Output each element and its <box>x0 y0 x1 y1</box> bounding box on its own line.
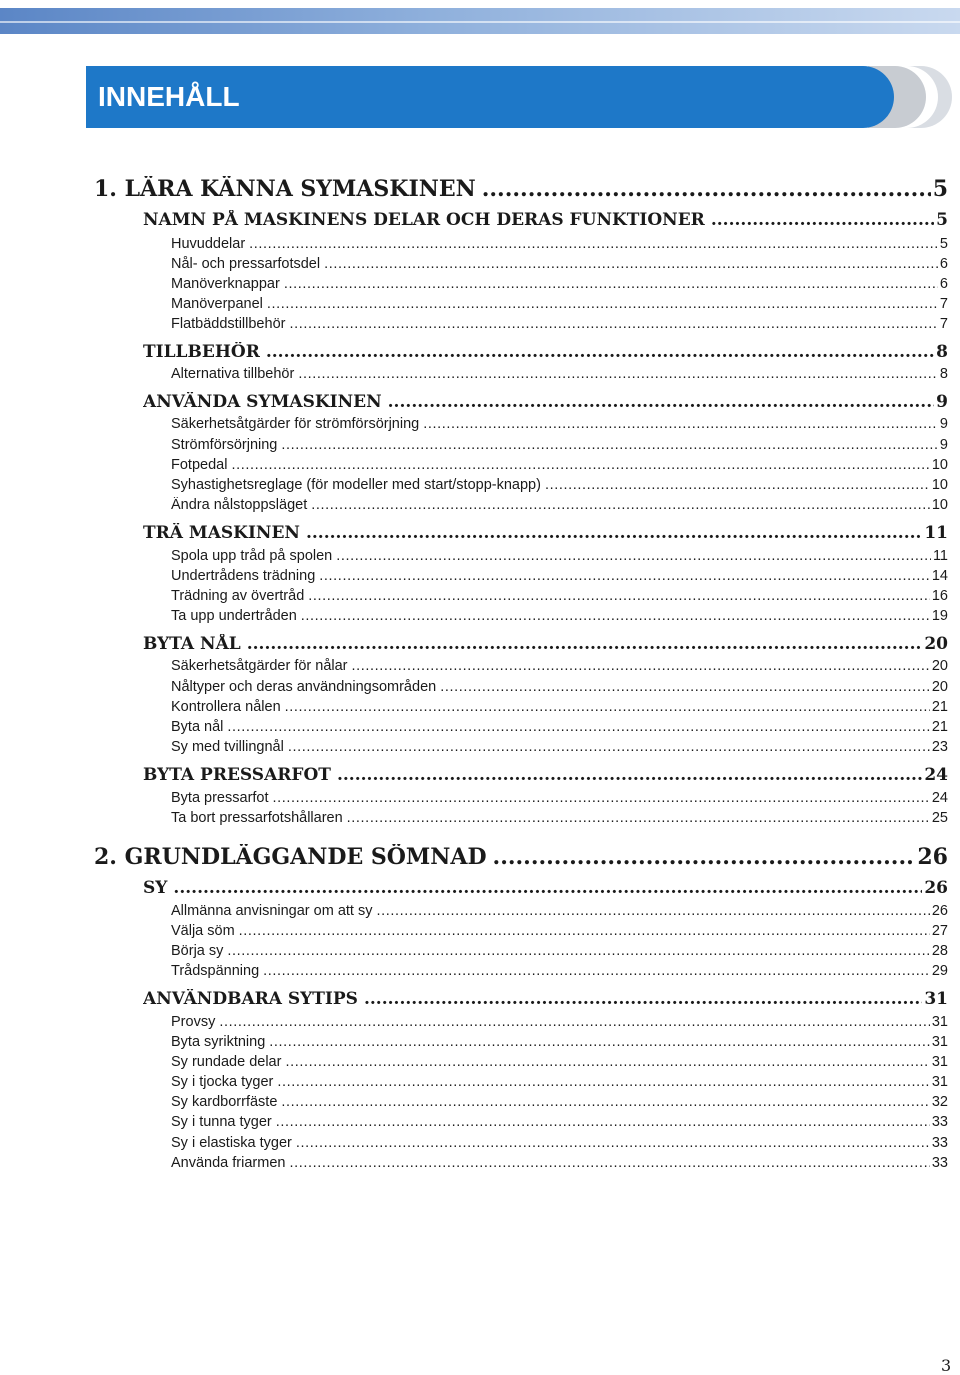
toc-title: Säkerhetsåtgärder för nålar <box>171 658 348 674</box>
toc-page-number: 33 <box>931 1155 948 1171</box>
toc-page-number: 21 <box>931 699 948 715</box>
toc-leader-dots <box>263 963 930 979</box>
toc-item[interactable] <box>171 1054 948 1074</box>
toc-page-number: 26 <box>924 878 948 898</box>
toc-item[interactable] <box>171 810 948 830</box>
toc-item[interactable] <box>171 437 948 457</box>
toc-page-number: 9 <box>939 416 948 432</box>
toc-title: Flatbäddstillbehör <box>171 316 286 332</box>
toc-title: Säkerhetsåtgärder för strömförsörjning <box>171 416 420 432</box>
toc-title: 2. GRUNDLÄGGANDE SÖMNAD <box>94 844 487 870</box>
toc-page-number: 21 <box>931 719 948 735</box>
toc-leader-dots <box>289 1155 929 1171</box>
toc-page-number: 5 <box>939 236 948 252</box>
toc-leader-dots <box>319 568 930 584</box>
toc-title: Provsy <box>171 1014 216 1030</box>
toc-leader-dots <box>336 548 931 564</box>
toc-page-number: 8 <box>936 342 948 362</box>
toc-section[interactable] <box>143 342 948 366</box>
toc-title: Trådspänning <box>171 963 260 979</box>
toc-title: ANVÄNDA SYMASKINEN <box>143 392 382 412</box>
toc-section[interactable] <box>143 634 948 658</box>
toc-leader-dots <box>284 276 938 292</box>
toc-section[interactable] <box>143 989 948 1013</box>
toc-leader-dots <box>239 923 930 939</box>
toc-leader-dots <box>298 366 938 382</box>
toc-title: Huvuddelar <box>171 236 246 252</box>
toc-page-number: 25 <box>931 810 948 826</box>
toc-item[interactable] <box>171 316 948 336</box>
toc-title: Syhastighetsreglage (för modeller med start/stopp-knapp) <box>171 477 541 493</box>
toc-item[interactable] <box>171 497 948 517</box>
toc-item[interactable] <box>171 296 948 316</box>
toc-title: Nåltyper och deras användningsområden <box>171 679 437 695</box>
toc-item[interactable] <box>171 548 948 568</box>
toc-item[interactable] <box>171 1114 948 1134</box>
toc-item[interactable] <box>171 719 948 739</box>
toc-title: Allmänna anvisningar om att sy <box>171 903 373 919</box>
toc-page-number: 26 <box>931 903 948 919</box>
toc-page-number: 24 <box>931 790 948 806</box>
toc-section[interactable] <box>143 878 948 902</box>
toc-page-number: 5 <box>936 210 948 230</box>
toc-leader-dots <box>227 719 929 735</box>
page-title: INNEHÅLL <box>98 81 240 112</box>
toc-item[interactable] <box>171 366 948 386</box>
toc-page-number: 19 <box>931 608 948 624</box>
toc-title: Sy kardborrfäste <box>171 1094 278 1110</box>
toc-item[interactable] <box>171 790 948 810</box>
toc-leader-dots <box>306 523 922 543</box>
toc-chapter[interactable] <box>94 844 948 874</box>
toc-page-number: 20 <box>924 634 948 654</box>
toc-page-number: 31 <box>931 1054 948 1070</box>
toc-page-number: 9 <box>939 437 948 453</box>
toc-leader-dots <box>423 416 938 432</box>
toc-page-number: 8 <box>939 366 948 382</box>
toc-item[interactable] <box>171 1094 948 1114</box>
toc-title: Manöverpanel <box>171 296 263 312</box>
toc-title: NAMN PÅ MASKINENS DELAR OCH DERAS FUNKTIONER <box>143 210 705 230</box>
toc-leader-dots <box>219 1014 930 1030</box>
toc-item[interactable] <box>171 1014 948 1034</box>
toc-title: Börja sy <box>171 943 224 959</box>
toc-leader-dots <box>352 658 930 674</box>
toc-page-number: 20 <box>931 658 948 674</box>
toc-title: Alternativa tillbehör <box>171 366 295 382</box>
toc-page-number: 20 <box>931 679 948 695</box>
toc-leader-dots <box>347 810 930 826</box>
toc-page-number: 6 <box>939 256 948 272</box>
toc-page-number: 31 <box>931 1014 948 1030</box>
toc-leader-dots <box>301 608 930 624</box>
toc-item[interactable] <box>171 1034 948 1054</box>
toc-item[interactable] <box>171 923 948 943</box>
toc-section[interactable] <box>143 392 948 416</box>
toc-leader-dots <box>364 989 922 1009</box>
toc-chapter[interactable] <box>94 176 948 206</box>
toc-leader-dots <box>227 943 929 959</box>
toc-item[interactable] <box>171 658 948 678</box>
toc-item[interactable] <box>171 588 948 608</box>
toc-page-number: 29 <box>931 963 948 979</box>
toc-leader-dots <box>388 392 935 412</box>
toc-page-number: 26 <box>917 844 948 870</box>
toc-leader-dots <box>173 878 922 898</box>
toc-leader-dots <box>231 457 929 473</box>
toc-page-number: 10 <box>931 497 948 513</box>
toc-page-number: 14 <box>931 568 948 584</box>
toc-title: Strömförsörjning <box>171 437 278 453</box>
toc-item[interactable] <box>171 903 948 923</box>
toc-leader-dots <box>249 236 938 252</box>
toc-item[interactable] <box>171 236 948 256</box>
toc-leader-dots <box>289 316 937 332</box>
toc-title: TRÄ MASKINEN <box>143 523 300 543</box>
toc-title: ANVÄNDBARA SYTIPS <box>143 989 358 1009</box>
toc-leader-dots <box>308 588 930 604</box>
toc-title: Sy med tvillingnål <box>171 739 284 755</box>
toc-leader-dots <box>377 903 930 919</box>
toc-page-number: 31 <box>924 989 948 1009</box>
toc-page-number: 33 <box>931 1135 948 1151</box>
toc-page-number: 10 <box>931 457 948 473</box>
toc-item[interactable] <box>171 1074 948 1094</box>
toc-title: Byta syriktning <box>171 1034 266 1050</box>
toc-page-number: 31 <box>931 1074 948 1090</box>
toc-page-number: 7 <box>939 296 948 312</box>
toc-title: Spola upp tråd på spolen <box>171 548 333 564</box>
toc-title: Sy rundade delar <box>171 1054 282 1070</box>
toc-leader-dots <box>273 790 930 806</box>
toc-item[interactable] <box>171 1155 948 1175</box>
toc-leader-dots <box>337 765 922 785</box>
toc-leader-dots <box>545 477 930 493</box>
toc-leader-dots <box>269 1034 930 1050</box>
toc-item[interactable] <box>171 943 948 963</box>
toc-leader-dots <box>296 1135 930 1151</box>
toc-item[interactable] <box>171 963 948 983</box>
toc-title: SY <box>143 878 168 898</box>
toc-item[interactable] <box>171 256 948 276</box>
toc-title: Undertrådens trädning <box>171 568 316 584</box>
toc-leader-dots <box>482 176 931 202</box>
toc-title: BYTA NÅL <box>143 634 241 654</box>
toc-title: Sy i elastiska tyger <box>171 1135 292 1151</box>
toc-page-number: 7 <box>939 316 948 332</box>
toc-section[interactable] <box>143 210 948 234</box>
toc-page-number: 23 <box>931 739 948 755</box>
toc-section[interactable] <box>143 523 948 547</box>
toc-title: 1. LÄRA KÄNNA SYMASKINEN <box>94 176 476 202</box>
toc-page-number: 32 <box>931 1094 948 1110</box>
toc-item[interactable] <box>171 608 948 628</box>
toc-item[interactable] <box>171 699 948 719</box>
toc-title: Byta pressarfot <box>171 790 269 806</box>
toc-page-number: 28 <box>931 943 948 959</box>
toc-title: Ändra nålstoppsläget <box>171 497 308 513</box>
toc-leader-dots <box>711 210 934 230</box>
toc-leader-dots <box>288 739 930 755</box>
toc-item[interactable] <box>171 416 948 436</box>
toc-title: Fotpedal <box>171 457 228 473</box>
toc-title: Nål- och pressarfotsdel <box>171 256 321 272</box>
toc-page-number: 10 <box>931 477 948 493</box>
toc-leader-dots <box>285 699 930 715</box>
toc-title: Trädning av övertråd <box>171 588 305 604</box>
toc-title: TILLBEHÖR <box>143 342 260 362</box>
toc-title: Kontrollera nålen <box>171 699 281 715</box>
toc-leader-dots <box>493 844 916 870</box>
toc-item[interactable] <box>171 276 948 296</box>
toc-page-number: 11 <box>924 523 948 543</box>
toc-title: Ta upp undertråden <box>171 608 297 624</box>
toc-section[interactable] <box>143 765 948 789</box>
toc-title: Använda friarmen <box>171 1155 286 1171</box>
toc-leader-dots <box>281 437 938 453</box>
toc-page-number: 6 <box>939 276 948 292</box>
title-banner <box>86 66 894 128</box>
toc-title: BYTA PRESSARFOT <box>143 765 331 785</box>
toc-leader-dots <box>440 679 930 695</box>
page-number: 3 <box>941 1356 952 1375</box>
toc-page-number: 16 <box>931 588 948 604</box>
toc-leader-dots <box>311 497 930 513</box>
toc-item[interactable] <box>171 457 948 477</box>
toc-item[interactable] <box>171 477 948 497</box>
toc-page-number: 24 <box>924 765 948 785</box>
toc-leader-dots <box>267 296 938 312</box>
toc-title: Sy i tjocka tyger <box>171 1074 274 1090</box>
toc-title: Ta bort pressarfotshållaren <box>171 810 343 826</box>
toc-item[interactable] <box>171 739 948 759</box>
toc-title: Manöverknappar <box>171 276 280 292</box>
toc-item[interactable] <box>171 1135 948 1155</box>
toc-leader-dots <box>285 1054 929 1070</box>
toc-page-number: 33 <box>931 1114 948 1130</box>
toc-item[interactable] <box>171 568 948 588</box>
header-strip <box>0 8 960 34</box>
toc-leader-dots <box>276 1114 930 1130</box>
toc-page-number: 9 <box>936 392 948 412</box>
toc-page-number: 5 <box>932 176 948 202</box>
toc-title: Välja söm <box>171 923 235 939</box>
toc-leader-dots <box>281 1094 929 1110</box>
toc-title: Sy i tunna tyger <box>171 1114 272 1130</box>
toc-leader-dots <box>277 1074 930 1090</box>
toc-page-number: 27 <box>931 923 948 939</box>
toc-item[interactable] <box>171 679 948 699</box>
toc-leader-dots <box>324 256 938 272</box>
toc-page-number: 11 <box>932 548 948 564</box>
toc-leader-dots <box>247 634 923 654</box>
toc-page-number: 31 <box>931 1034 948 1050</box>
toc-leader-dots <box>266 342 934 362</box>
toc-title: Byta nål <box>171 719 224 735</box>
